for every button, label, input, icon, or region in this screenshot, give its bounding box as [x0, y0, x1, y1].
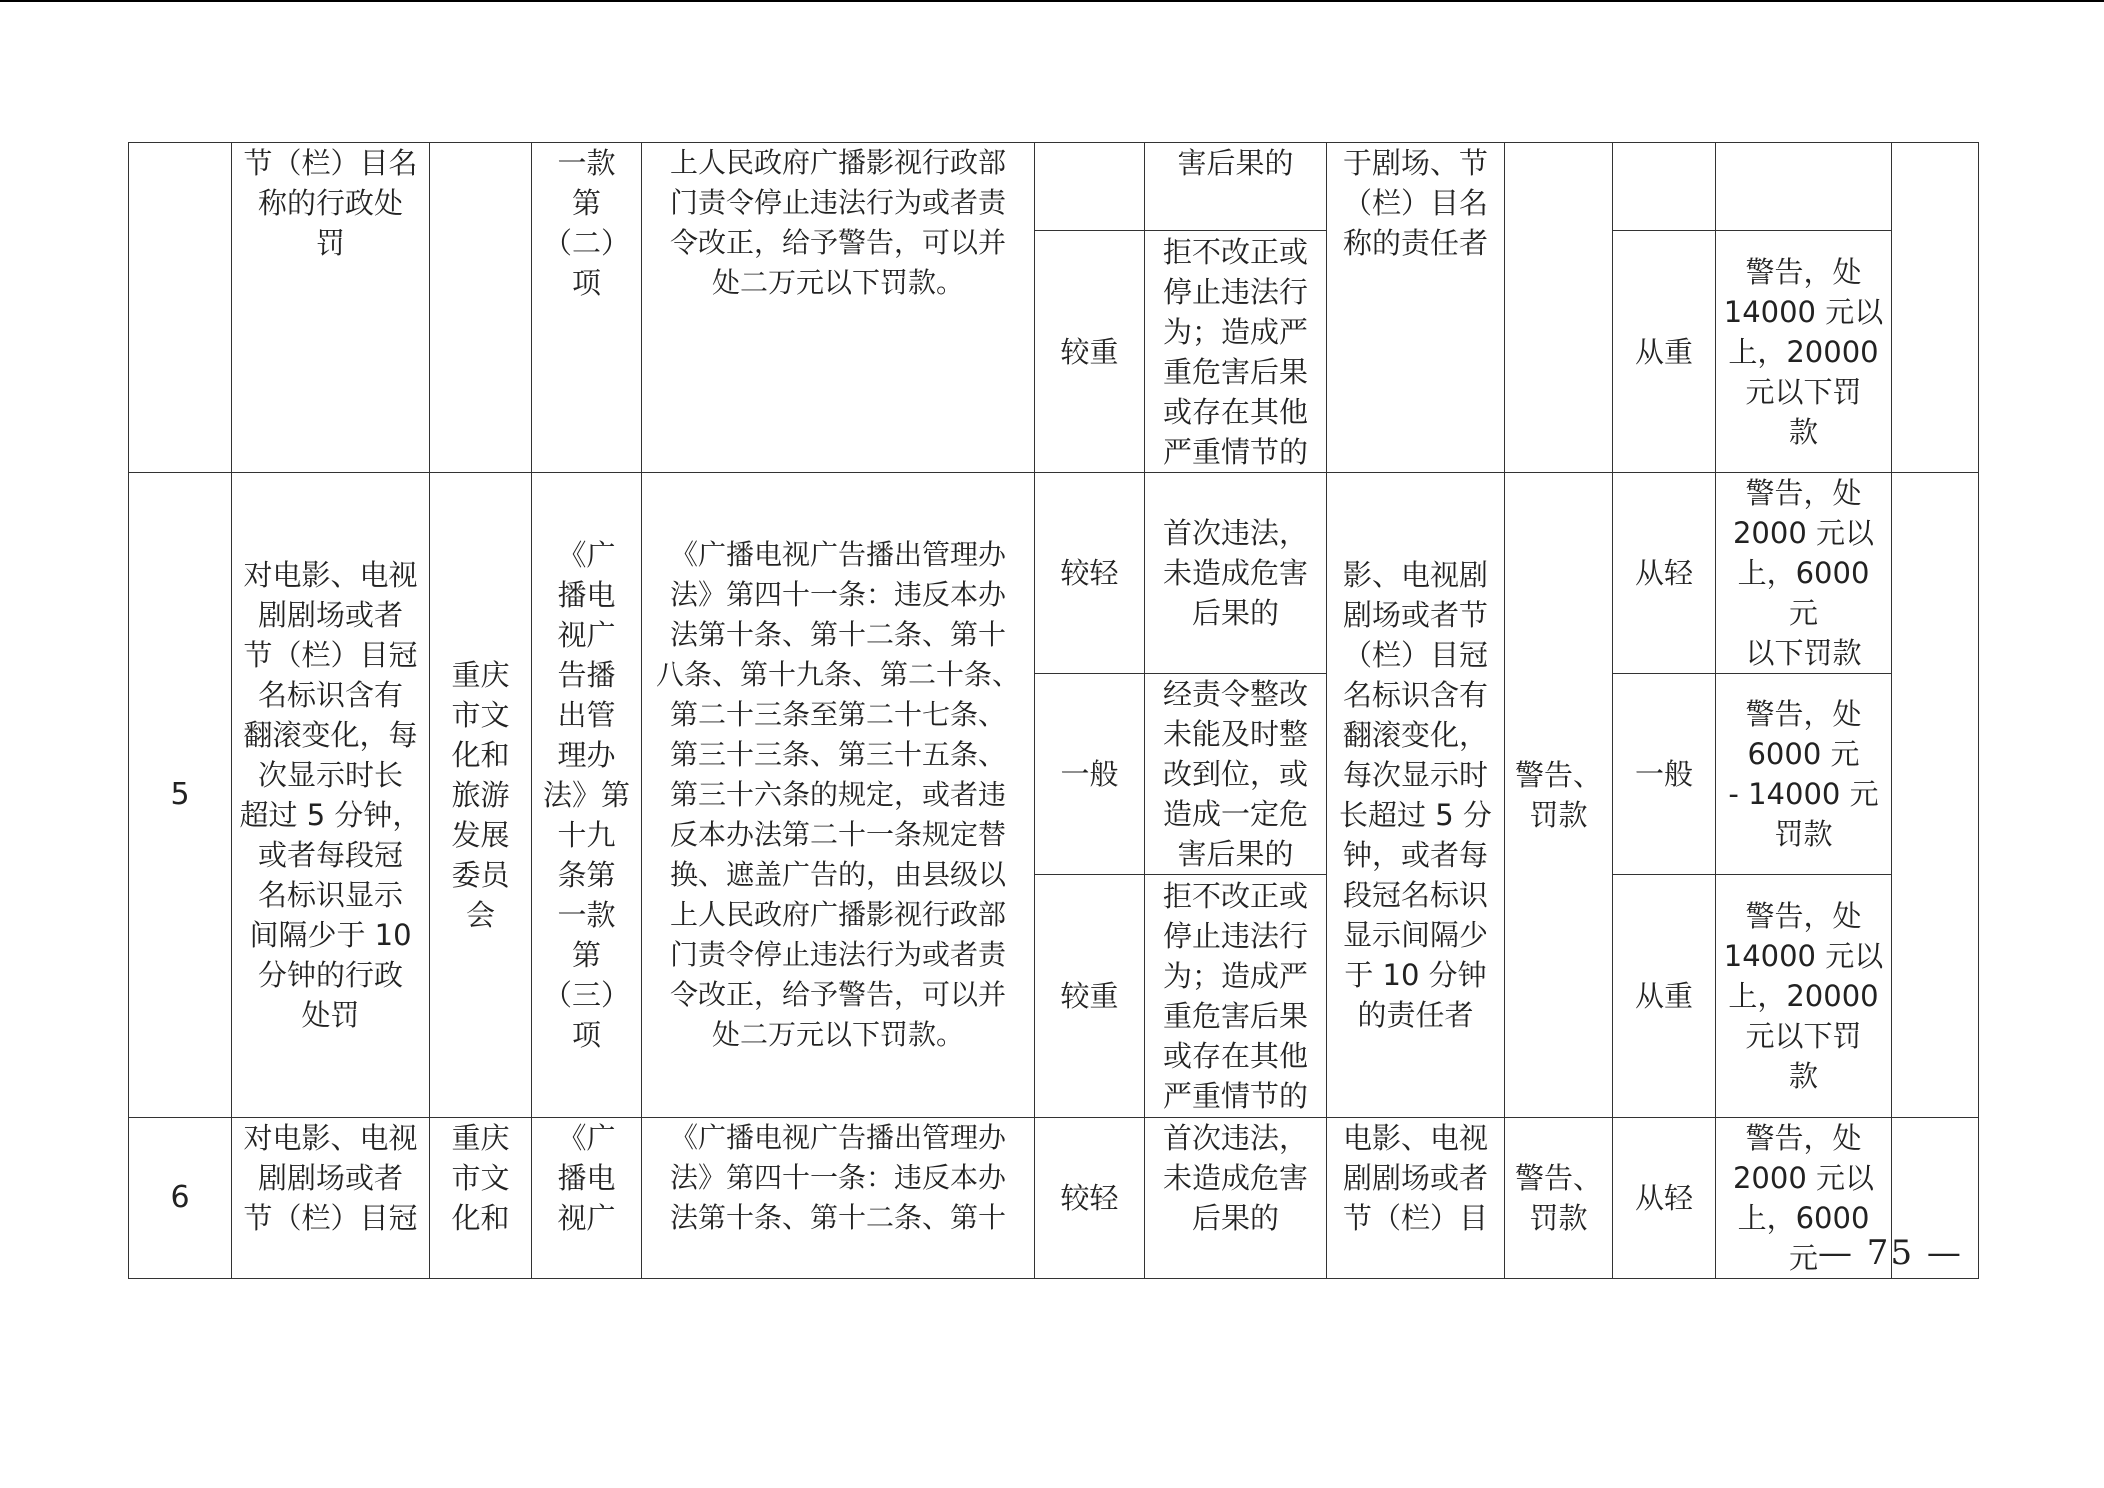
discretion-level: 从重 — [1613, 231, 1716, 473]
violation-circumstance: 首次违法， 未造成危害 后果的 — [1145, 1118, 1327, 1279]
discretion-level: 从重 — [1613, 875, 1716, 1118]
violation-level: 一般 — [1035, 674, 1145, 875]
violation-basis: 一款 第 （二） 项 — [532, 143, 642, 473]
violation-basis: 《广 播电 视广 — [532, 1118, 642, 1279]
penalty-matter: 对电影、电视 剧剧场或者 节（栏）目冠 — [232, 1118, 430, 1279]
violation-circumstance: 拒不改正或 停止违法行 为；造成严 重危害后果 或存在其他 严重情节的 — [1145, 875, 1327, 1118]
discretion-standard: 警告，处 14000 元以 上，20000 元以下罚 款 — [1716, 231, 1892, 473]
table-row — [129, 1118, 1979, 1279]
discretion-standard: 警告，处 2000 元以 上，6000 元 — [1716, 1118, 1892, 1279]
violation-level: 较重 — [1035, 875, 1145, 1118]
penalty-matter: 节（栏）目名 称的行政处 罚 — [232, 143, 430, 473]
violation-basis: 《广 播电 视广 告播 出管 理办 法》第 十九 条第 一款 第 （三） 项 — [532, 473, 642, 1118]
penalty-matter: 对电影、电视 剧剧场或者 节（栏）目冠 名标识含有 翻滚变化，每 次显示时长 超过 5 分钟， 或者每段冠 名标识显示 间隔少于 10 分钟的行政 处罚 — [232, 473, 430, 1118]
discretion-level — [1613, 143, 1716, 231]
item-number: 5 — [129, 473, 232, 1118]
discretion-standard: 警告，处 6000 元 - 14000 元 罚款 — [1716, 674, 1892, 875]
discretion-standard: 警告，处 14000 元以 上，20000 元以下罚 款 — [1716, 875, 1892, 1118]
violation-circumstance: 害后果的 — [1145, 143, 1327, 231]
violation-circumstance: 拒不改正或 停止违法行 为；造成严 重危害后果 或存在其他 严重情节的 — [1145, 231, 1327, 473]
penalty-basis: 上人民政府广播影视行政部 门责令停止违法行为或者责 令改正，给予警告，可以并 处二万元以下罚款。 — [642, 143, 1035, 473]
violation-level: 较轻 — [1035, 1118, 1145, 1279]
top-border-line — [0, 0, 2104, 2]
penalty-type: 警告、 罚款 — [1505, 1118, 1613, 1279]
enforcement-dept: 重庆 市文 化和 旅游 发展 委员 会 — [430, 473, 532, 1118]
violation-level: 较重 — [1035, 231, 1145, 473]
discretion-level: 从轻 — [1613, 473, 1716, 674]
penalty-basis: 《广播电视广告播出管理办 法》第四十一条：违反本办 法第十条、第十二条、第十 八条、第十九条、第二十条、 第二十三条至第二十七条、 第三十三条、第三十五条、 第三十六条的规定，或者违 反本办法第二十一条规定替 换、遮盖广告的，由县级以 上人民政府广播影视行政部 门责令停止违法行为或者责 令改正，给予警告，可以并 处二万元以下罚款。 — [642, 473, 1035, 1118]
penalty-subject: 影、电视剧 剧场或者节 （栏）目冠 名标识含有 翻滚变化， 每次显示时 长超过 5 分 钟，或者每 段冠名标识 显示间隔少 于 10 分钟 的责任者 — [1327, 473, 1505, 1118]
violation-level: 较轻 — [1035, 473, 1145, 674]
penalty-type — [1505, 143, 1613, 473]
page-number: — 75 — — [1818, 1233, 1963, 1273]
remarks — [1892, 143, 1979, 473]
item-number — [129, 143, 232, 473]
enforcement-dept — [430, 143, 532, 473]
penalty-discretion-table — [128, 142, 1979, 1279]
discretion-standard: 警告，处 2000 元以 上，6000 元 以下罚款 — [1716, 473, 1892, 674]
table-row — [129, 143, 1979, 231]
penalty-subject: 于剧场、节 （栏）目名 称的责任者 — [1327, 143, 1505, 473]
violation-circumstance: 经责令整改 未能及时整 改到位，或 造成一定危 害后果的 — [1145, 674, 1327, 875]
violation-circumstance: 首次违法， 未造成危害 后果的 — [1145, 473, 1327, 674]
remarks — [1892, 473, 1979, 1118]
table-row — [129, 473, 1979, 674]
penalty-subject: 电影、电视 剧剧场或者 节（栏）目 — [1327, 1118, 1505, 1279]
enforcement-dept: 重庆 市文 化和 — [430, 1118, 532, 1279]
discretion-standard — [1716, 143, 1892, 231]
penalty-type: 警告、 罚款 — [1505, 473, 1613, 1118]
item-number: 6 — [129, 1118, 232, 1279]
violation-level — [1035, 143, 1145, 231]
penalty-basis: 《广播电视广告播出管理办 法》第四十一条：违反本办 法第十条、第十二条、第十 — [642, 1118, 1035, 1279]
discretion-level: 从轻 — [1613, 1118, 1716, 1279]
discretion-level: 一般 — [1613, 674, 1716, 875]
